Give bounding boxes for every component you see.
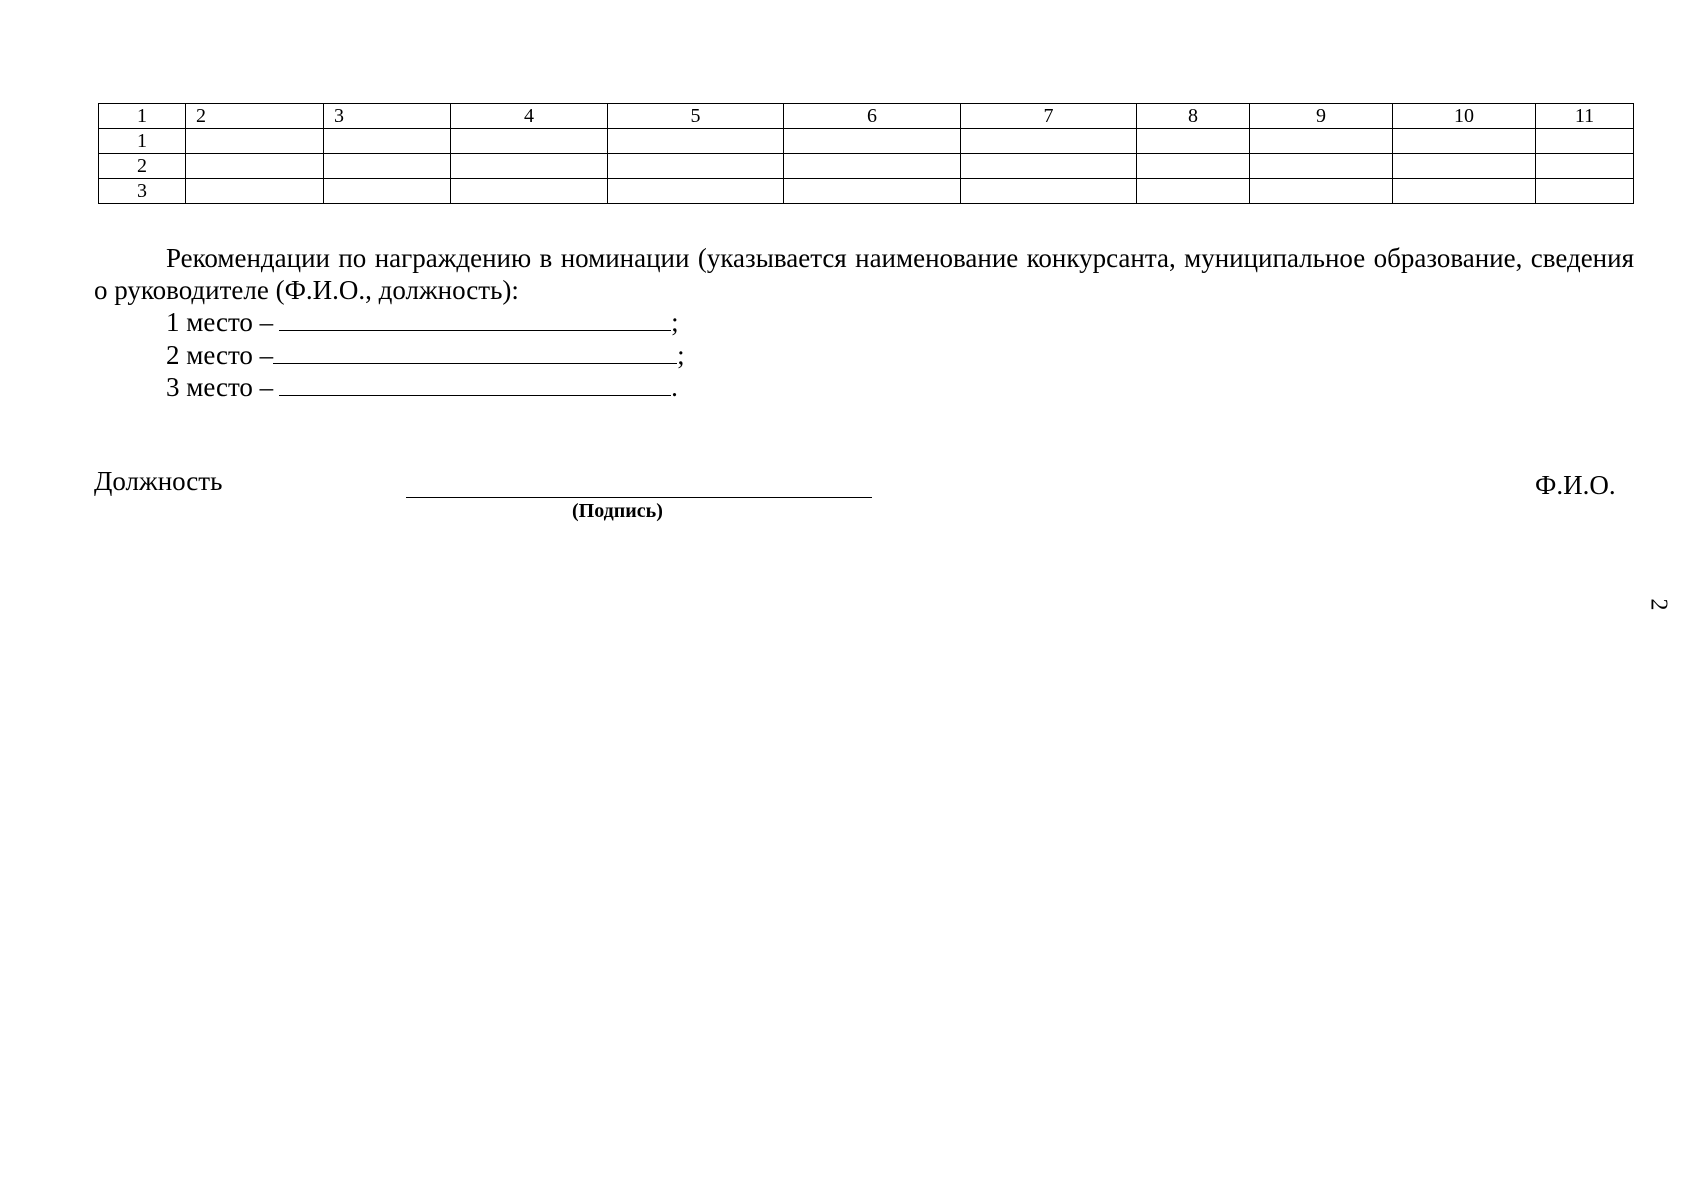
recommendation-paragraph	[94, 242, 1634, 306]
table-cell	[608, 129, 784, 154]
table-cell	[1250, 129, 1393, 154]
table-cell	[324, 179, 451, 204]
place-line-1	[166, 306, 685, 339]
table-cell	[1250, 154, 1393, 179]
place-end-mark: ;	[671, 307, 679, 337]
place-label: 2 место –	[166, 339, 274, 370]
table-cell	[608, 179, 784, 204]
place-blank-line[interactable]	[279, 371, 671, 396]
table-cell	[1137, 154, 1250, 179]
table-header-cell: 11	[1536, 104, 1634, 129]
table-row	[99, 129, 1634, 154]
page-number: 2	[1645, 598, 1672, 611]
places-list	[166, 306, 685, 404]
place-end-mark: ;	[677, 339, 685, 370]
table-header-cell: 5	[608, 104, 784, 129]
table-header-cell: 2	[186, 104, 324, 129]
table-header-cell: 9	[1250, 104, 1393, 129]
table-cell: 3	[99, 179, 186, 204]
table-cell	[1137, 179, 1250, 204]
table-cell	[451, 129, 608, 154]
table-cell	[1536, 154, 1634, 179]
signature-caption: (Подпись)	[572, 500, 663, 522]
table-header-cell: 6	[784, 104, 961, 129]
table-header-cell: 3	[324, 104, 451, 129]
table-header-row	[99, 104, 1634, 129]
recommendation-text: Рекомендации по награждению в номинации (указывается наименование конкурсанта, муниципальное образование, сведения о руководителе (Ф.И.О., должность):	[94, 243, 1634, 305]
table-cell	[1393, 129, 1536, 154]
table-cell	[1393, 154, 1536, 179]
table-cell	[324, 154, 451, 179]
table-cell	[186, 129, 324, 154]
table-cell	[1250, 179, 1393, 204]
table-cell	[608, 154, 784, 179]
table-cell	[961, 179, 1137, 204]
table-cell	[451, 179, 608, 204]
table-cell: 1	[99, 129, 186, 154]
table-row	[99, 154, 1634, 179]
table-row	[99, 179, 1634, 204]
evaluation-table	[98, 103, 1634, 204]
place-line-2	[166, 339, 685, 372]
full-name-label: Ф.И.О.	[1535, 470, 1616, 500]
table-header-cell: 8	[1137, 104, 1250, 129]
table-header-cell: 1	[99, 104, 186, 129]
position-label: Должность	[94, 466, 223, 496]
table-cell	[186, 179, 324, 204]
table-cell	[1536, 129, 1634, 154]
place-line-3	[166, 371, 685, 404]
place-label: 1 место –	[166, 307, 274, 337]
table-cell	[324, 129, 451, 154]
place-end-mark: .	[671, 372, 678, 402]
table-cell	[784, 129, 961, 154]
place-label: 3 место –	[166, 372, 274, 402]
table-cell	[784, 179, 961, 204]
table-cell	[1137, 129, 1250, 154]
table-cell	[1536, 179, 1634, 204]
place-blank-line[interactable]	[279, 306, 671, 331]
table-cell	[784, 154, 961, 179]
table-cell	[961, 154, 1137, 179]
place-blank-line[interactable]	[273, 339, 677, 364]
table-cell: 2	[99, 154, 186, 179]
table-cell	[1393, 179, 1536, 204]
signature-line[interactable]	[406, 497, 872, 498]
table-header-cell: 4	[451, 104, 608, 129]
table-cell	[451, 154, 608, 179]
table-cell	[186, 154, 324, 179]
table-header-cell: 7	[961, 104, 1137, 129]
table-header-cell: 10	[1393, 104, 1536, 129]
table-cell	[961, 129, 1137, 154]
